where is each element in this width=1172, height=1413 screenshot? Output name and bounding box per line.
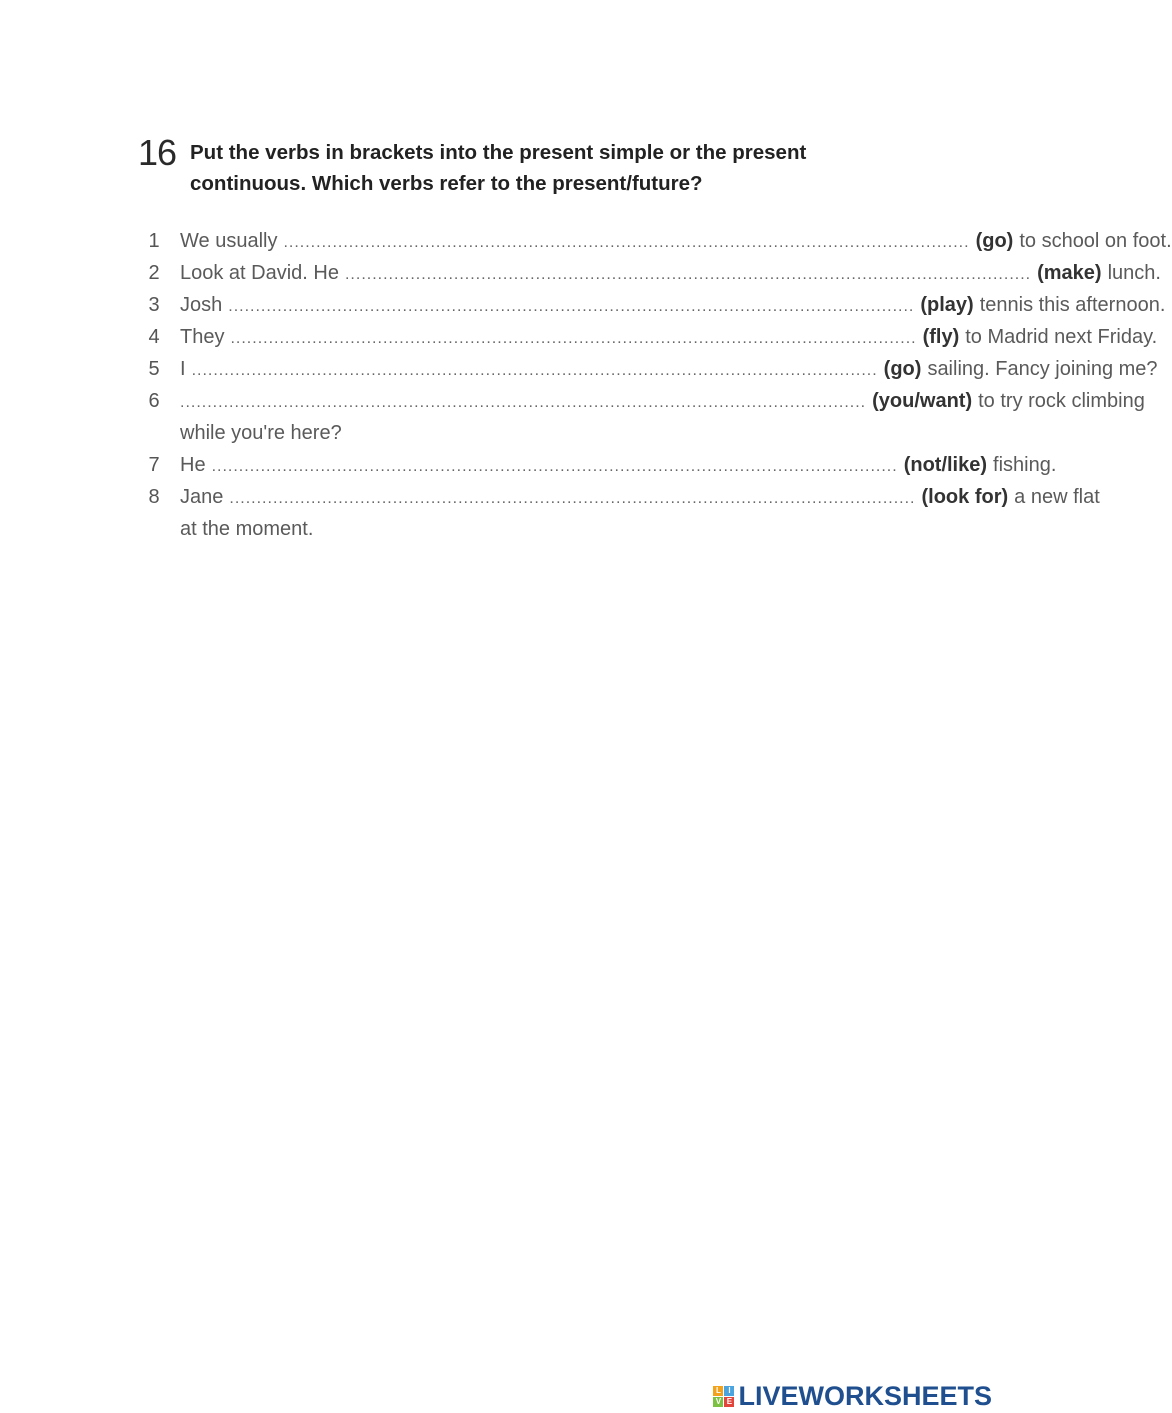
- exercise-16: [0, 0, 1172, 560]
- question-number: 5: [148, 358, 160, 380]
- verb-prompt: (look for): [921, 486, 1009, 508]
- question-line: [180, 481, 1100, 515]
- question-text-before: He: [180, 454, 206, 476]
- question-number: 8: [148, 486, 160, 508]
- liveworksheets-logo-icon: L I V E: [713, 1386, 734, 1407]
- verb-prompt: (make): [1037, 262, 1102, 284]
- answer-blank[interactable]: ..............................................................................................................................: [191, 362, 878, 379]
- question-text-before: Look at David. He: [180, 262, 339, 284]
- question-line: [180, 449, 1057, 483]
- answer-blank[interactable]: ..............................................................................................................................: [344, 266, 1032, 283]
- question-number: 7: [148, 454, 160, 476]
- question-line: [180, 225, 1172, 259]
- verb-prompt: (you/want): [872, 390, 973, 412]
- question-number: 2: [148, 262, 160, 284]
- question-line: [180, 257, 1161, 291]
- question-line: [180, 353, 1158, 387]
- question-text-after: to Madrid next Friday.: [965, 326, 1158, 348]
- question-number: 6: [148, 390, 160, 412]
- liveworksheets-logo: [713, 1381, 992, 1411]
- question-text-after: tennis this afternoon.: [979, 294, 1166, 316]
- question-line: [180, 385, 1145, 419]
- question-number: 1: [148, 230, 160, 252]
- answer-blank[interactable]: ..............................................................................................................................: [228, 298, 915, 315]
- question-text-before: Jane: [180, 486, 224, 508]
- question-text-before: Josh: [180, 294, 223, 316]
- question-text-after: lunch.: [1107, 262, 1161, 284]
- question-line: [180, 289, 1166, 323]
- question-text-before: They: [180, 326, 225, 348]
- verb-prompt: (play): [920, 294, 974, 316]
- verb-prompt: (go): [975, 230, 1014, 252]
- logo-text: LIVEWORKSHEETS: [738, 1380, 992, 1411]
- answer-blank[interactable]: ..............................................................................................................................: [180, 394, 867, 411]
- question-number: 4: [148, 326, 160, 348]
- question-continuation: while you're here?: [180, 422, 342, 444]
- question-text-before: I: [180, 358, 186, 380]
- question-text-after: to school on foot.: [1019, 230, 1172, 252]
- exercise-instruction: Put the verbs in brackets into the present simple or the present continuous. Which verbs refer to the present/future?: [190, 141, 807, 195]
- verb-prompt: (not/like): [903, 454, 988, 476]
- question-text-after: sailing. Fancy joining me?: [927, 358, 1158, 380]
- question-text-after: to try rock climbing: [978, 390, 1145, 412]
- question-continuation: at the moment.: [180, 518, 314, 540]
- question-number: 3: [148, 294, 160, 316]
- verb-prompt: (go): [883, 358, 922, 380]
- question-text-after: a new flat: [1014, 486, 1100, 508]
- answer-blank[interactable]: ..............................................................................................................................: [229, 490, 916, 507]
- question-text-after: fishing.: [993, 454, 1057, 476]
- question-text-before: We usually: [180, 230, 278, 252]
- verb-prompt: (fly): [922, 326, 960, 348]
- answer-blank[interactable]: ..............................................................................................................................: [211, 458, 898, 475]
- answer-blank[interactable]: ..............................................................................................................................: [230, 330, 917, 347]
- answer-blank[interactable]: ..............................................................................................................................: [283, 234, 970, 251]
- question-line: [180, 321, 1158, 355]
- exercise-number: 16: [138, 132, 177, 173]
